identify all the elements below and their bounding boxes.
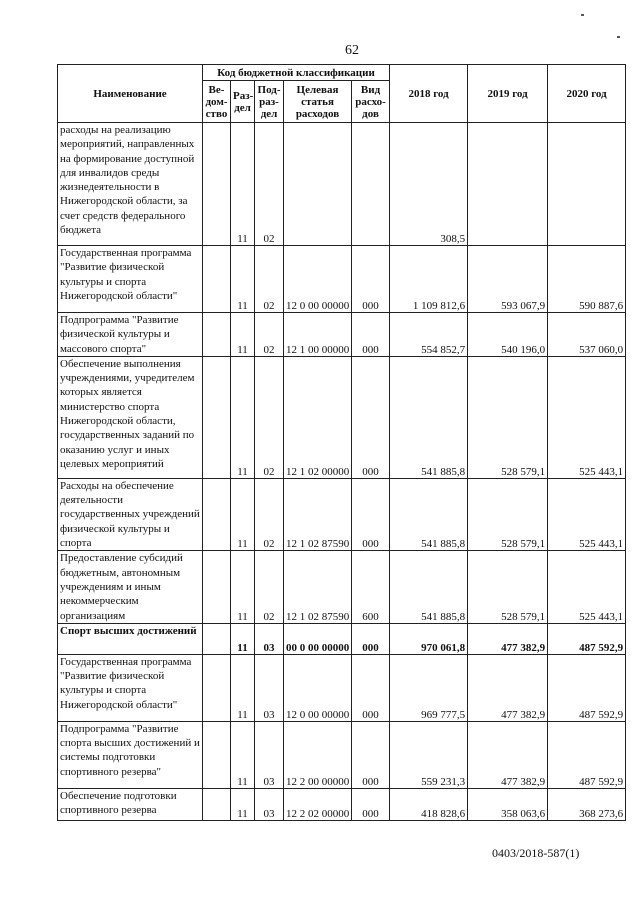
row-2018: 541 885,8 — [390, 551, 468, 623]
header-2020: 2020 год — [548, 65, 626, 123]
row-department — [203, 654, 231, 721]
header-section: Раз-дел — [231, 81, 255, 123]
row-target: 12 2 00 00000 — [284, 721, 352, 788]
row-target: 12 1 02 00000 — [284, 356, 352, 478]
row-2019: 593 067,9 — [468, 246, 548, 313]
row-2018: 970 061,8 — [390, 623, 468, 654]
row-name: Подпрограмма "Развитие физической культуры и массового спорта" — [58, 313, 203, 357]
table-row — [58, 478, 626, 550]
row-department — [203, 623, 231, 654]
row-subsection: 02 — [255, 478, 284, 550]
row-section: 11 — [231, 123, 255, 246]
row-2018: 1 109 812,6 — [390, 246, 468, 313]
scan-mark — [581, 14, 584, 16]
row-2018: 969 777,5 — [390, 654, 468, 721]
row-target: 12 0 00 00000 — [284, 246, 352, 313]
row-2020: 590 887,6 — [548, 246, 626, 313]
row-subsection: 02 — [255, 246, 284, 313]
row-type: 000 — [352, 313, 390, 357]
row-2019: 358 063,6 — [468, 788, 548, 820]
row-subsection: 02 — [255, 313, 284, 357]
row-type: 000 — [352, 788, 390, 820]
row-department — [203, 721, 231, 788]
row-department — [203, 356, 231, 478]
header-name: Наименование — [58, 65, 203, 123]
row-target: 12 1 00 00000 — [284, 313, 352, 357]
row-section: 11 — [231, 623, 255, 654]
row-type: 000 — [352, 356, 390, 478]
row-subsection: 03 — [255, 788, 284, 820]
row-section: 11 — [231, 654, 255, 721]
row-subsection: 02 — [255, 356, 284, 478]
row-department — [203, 246, 231, 313]
row-2018: 308,5 — [390, 123, 468, 246]
page-number: 62 — [345, 43, 359, 58]
row-subsection: 02 — [255, 551, 284, 623]
row-2019: 528 579,1 — [468, 478, 548, 550]
row-section: 11 — [231, 356, 255, 478]
row-2020: 487 592,9 — [548, 654, 626, 721]
row-2018: 418 828,6 — [390, 788, 468, 820]
header-target-article: Целевая статья расходов — [284, 81, 352, 123]
row-2018: 559 231,3 — [390, 721, 468, 788]
scan-mark — [617, 36, 620, 38]
table-row — [58, 623, 626, 654]
row-name: Государственная программа "Развитие физической культуры и спорта Нижегородской области" — [58, 246, 203, 313]
row-2018: 554 852,7 — [390, 313, 468, 357]
table-row — [58, 551, 626, 623]
row-2020: 525 443,1 — [548, 478, 626, 550]
header-subsection: Под-раз-дел — [255, 81, 284, 123]
row-type: 000 — [352, 654, 390, 721]
table-row — [58, 246, 626, 313]
row-2019: 528 579,1 — [468, 356, 548, 478]
row-name: Спорт высших достижений — [58, 623, 203, 654]
row-2019: 540 196,0 — [468, 313, 548, 357]
row-2019 — [468, 123, 548, 246]
row-department — [203, 123, 231, 246]
row-name: Обеспечение выполнения учреждениями, учредителем которых является министерство спорта Нижегородской области, государственных заданий по оказанию услуг и иных целевых мероприятий — [58, 356, 203, 478]
table-row — [58, 313, 626, 357]
row-section: 11 — [231, 313, 255, 357]
row-subsection: 03 — [255, 654, 284, 721]
row-section: 11 — [231, 721, 255, 788]
row-target: 12 1 02 87590 — [284, 478, 352, 550]
row-target: 12 1 02 87590 — [284, 551, 352, 623]
row-department — [203, 478, 231, 550]
row-section: 11 — [231, 246, 255, 313]
row-type: 600 — [352, 551, 390, 623]
row-name: Расходы на обеспечение деятельности государственных учреждений физической культуры и спорта — [58, 478, 203, 550]
header-department: Ве-дом-ство — [203, 81, 231, 123]
row-2019: 477 382,9 — [468, 623, 548, 654]
header-2018: 2018 год — [390, 65, 468, 123]
row-section: 11 — [231, 788, 255, 820]
row-2020: 487 592,9 — [548, 623, 626, 654]
row-subsection: 02 — [255, 123, 284, 246]
row-2020: 537 060,0 — [548, 313, 626, 357]
table-row — [58, 721, 626, 788]
row-department — [203, 313, 231, 357]
row-2019: 477 382,9 — [468, 721, 548, 788]
row-department — [203, 551, 231, 623]
row-type — [352, 123, 390, 246]
row-2020: 525 443,1 — [548, 551, 626, 623]
row-type: 000 — [352, 721, 390, 788]
document-code: 0403/2018-587(1) — [492, 846, 580, 860]
row-target — [284, 123, 352, 246]
row-2020: 487 592,9 — [548, 721, 626, 788]
table-row — [58, 788, 626, 820]
row-2020: 525 443,1 — [548, 356, 626, 478]
budget-table — [57, 64, 626, 821]
row-2019: 528 579,1 — [468, 551, 548, 623]
row-2020: 368 273,6 — [548, 788, 626, 820]
row-target: 12 0 00 00000 — [284, 654, 352, 721]
row-type: 000 — [352, 478, 390, 550]
header-2019: 2019 год — [468, 65, 548, 123]
table-row — [58, 123, 626, 246]
row-name: Предоставление субсидий бюджетным, автономным учреждениям и иным некоммерческим организациям — [58, 551, 203, 623]
row-2018: 541 885,8 — [390, 356, 468, 478]
row-section: 11 — [231, 478, 255, 550]
row-section: 11 — [231, 551, 255, 623]
row-2019: 477 382,9 — [468, 654, 548, 721]
table-row — [58, 654, 626, 721]
row-subsection: 03 — [255, 623, 284, 654]
header-expense-type: Вид расхо-дов — [352, 81, 390, 123]
row-type: 000 — [352, 623, 390, 654]
header-classification: Код бюджетной классификации — [203, 65, 390, 81]
row-type: 000 — [352, 246, 390, 313]
row-name: Подпрограмма "Развитие спорта высших достижений и системы подготовки спортивного резерва" — [58, 721, 203, 788]
row-2020 — [548, 123, 626, 246]
row-2018: 541 885,8 — [390, 478, 468, 550]
row-name: расходы на реализацию мероприятий, направленных на формирование доступной для инвалидов среды жизнедеятельности в Нижегородской области, за счет средств федерального бюджета — [58, 123, 203, 246]
row-target: 00 0 00 00000 — [284, 623, 352, 654]
table-row — [58, 356, 626, 478]
row-target: 12 2 02 00000 — [284, 788, 352, 820]
row-department — [203, 788, 231, 820]
row-name: Государственная программа "Развитие физической культуры и спорта Нижегородской области" — [58, 654, 203, 721]
row-subsection: 03 — [255, 721, 284, 788]
row-name: Обеспечение подготовки спортивного резерва — [58, 788, 203, 820]
